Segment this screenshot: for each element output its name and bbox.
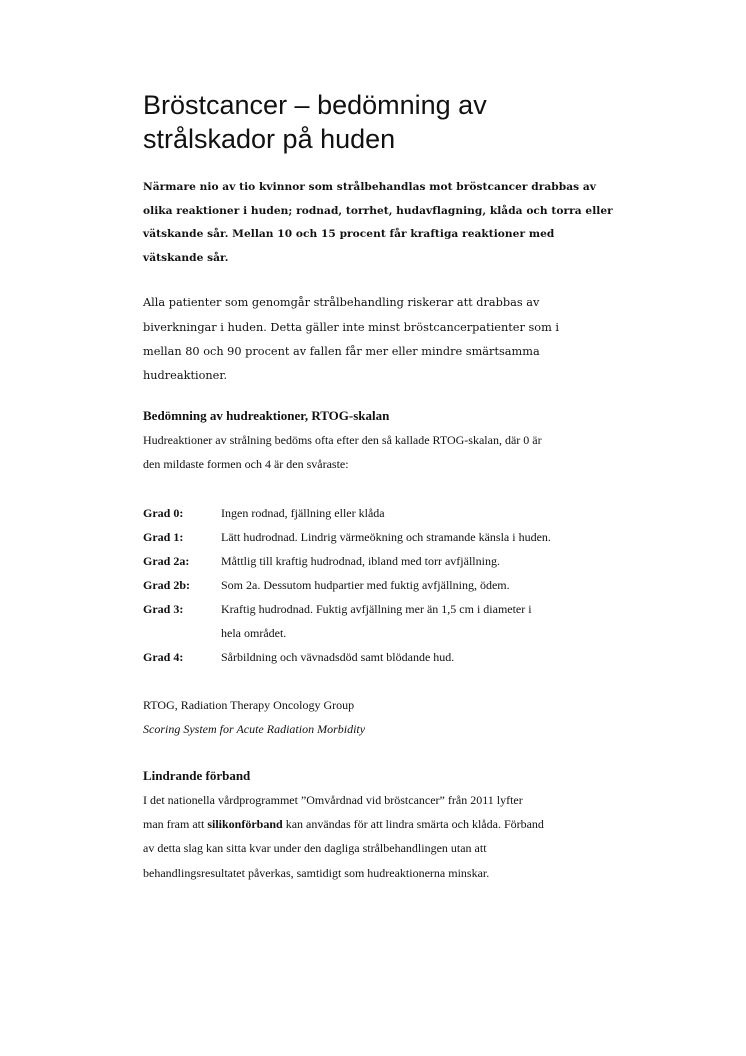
grade-label: Grad 3: <box>143 601 184 616</box>
grade-row <box>143 573 613 597</box>
grade-label: Grad 4: <box>143 649 184 664</box>
rtog-intro-line: den mildaste formen och 4 är den svåraste: <box>143 457 349 472</box>
source-organization: RTOG, Radiation Therapy Oncology Group <box>143 697 355 712</box>
dressing-emphasis: silikonförband <box>207 817 283 832</box>
rtog-intro <box>143 428 613 477</box>
dressing-text: man fram att <box>143 817 208 832</box>
grade-description: Sårbildning och vävnadsdöd samt blödande hud. <box>221 649 455 664</box>
grade-list <box>143 501 613 669</box>
intro-paragraph <box>143 291 613 388</box>
grade-label: Grad 2b: <box>143 577 191 592</box>
grade-label: Grad 0: <box>143 505 184 520</box>
grade-description: Som 2a. Dessutom hudpartier med fuktig avfjällning, ödem. <box>221 577 510 592</box>
lead-line: Närmare nio av tio kvinnor som strålbehandlas mot bröstcancer drabbas av <box>143 181 597 193</box>
dressing-line: av detta slag kan sitta kvar under den dagliga strålbehandlingen utan att <box>143 841 487 856</box>
dressing-section <box>143 768 613 885</box>
document-page <box>143 88 613 885</box>
intro-line: Alla patienter som genomgår strålbehandling riskerar att drabbas av <box>143 296 540 310</box>
page-title <box>143 88 613 156</box>
intro-line: hudreaktioner. <box>143 368 228 382</box>
intro-line: biverkningar i huden. Detta gäller inte minst bröstcancerpatienter som i <box>143 320 559 334</box>
intro-line: mellan 80 och 90 procent av fallen får mer eller mindre smärtsamma <box>143 344 540 358</box>
grade-row <box>143 645 613 669</box>
grade-description: Måttlig till kraftig hudrodnad, ibland med torr avfjällning. <box>221 553 500 568</box>
grade-description-line: hela området. <box>221 625 287 640</box>
lead-line: vätskande sår. Mellan 10 och 15 procent får kraftiga reaktioner med <box>143 228 555 241</box>
lead-line: olika reaktioner i huden; rodnad, torrhet, hudavflagning, klåda och torra eller <box>143 204 613 217</box>
grade-row <box>143 501 613 525</box>
source-note <box>143 693 613 741</box>
dressing-line: behandlingsresultatet påverkas, samtidigt som hudreaktionerna minskar. <box>143 865 490 880</box>
source-scoring-system: Scoring System for Acute Radiation Morbidity <box>143 721 366 736</box>
dressing-paragraph <box>143 788 613 885</box>
grade-row <box>143 549 613 573</box>
title-line-2: strålskador på huden <box>143 124 396 154</box>
grade-row <box>143 525 613 549</box>
grade-label: Grad 2a: <box>143 553 190 568</box>
rtog-heading: Bedömning av hudreaktioner, RTOG-skalan <box>143 408 390 424</box>
grade-description: Ingen rodnad, fjällning eller klåda <box>221 505 385 520</box>
grade-description-line: Kraftig hudrodnad. Fuktig avfjällning mer än 1,5 cm i diameter i <box>221 601 532 616</box>
lead-line: vätskande sår. <box>143 251 229 264</box>
grade-description: Lätt hudrodnad. Lindrig värmeökning och stramande känsla i huden. <box>221 529 551 544</box>
dressing-text: kan användas för att lindra smärta och klåda. Förband <box>282 817 544 832</box>
dressing-line: I det nationella vårdprogrammet ”Omvårdnad vid bröstcancer” från 2011 lyfter <box>143 792 523 807</box>
grade-row <box>143 597 613 645</box>
dressing-line <box>143 817 544 831</box>
title-line-1: Bröstcancer – bedömning av <box>143 90 487 120</box>
dressing-heading: Lindrande förband <box>143 767 251 783</box>
rtog-intro-line: Hudreaktioner av strålning bedöms ofta efter den så kallade RTOG-skalan, där 0 är <box>143 433 542 448</box>
grade-label: Grad 1: <box>143 529 184 544</box>
grade-description <box>221 597 613 645</box>
lead-paragraph <box>143 176 613 270</box>
